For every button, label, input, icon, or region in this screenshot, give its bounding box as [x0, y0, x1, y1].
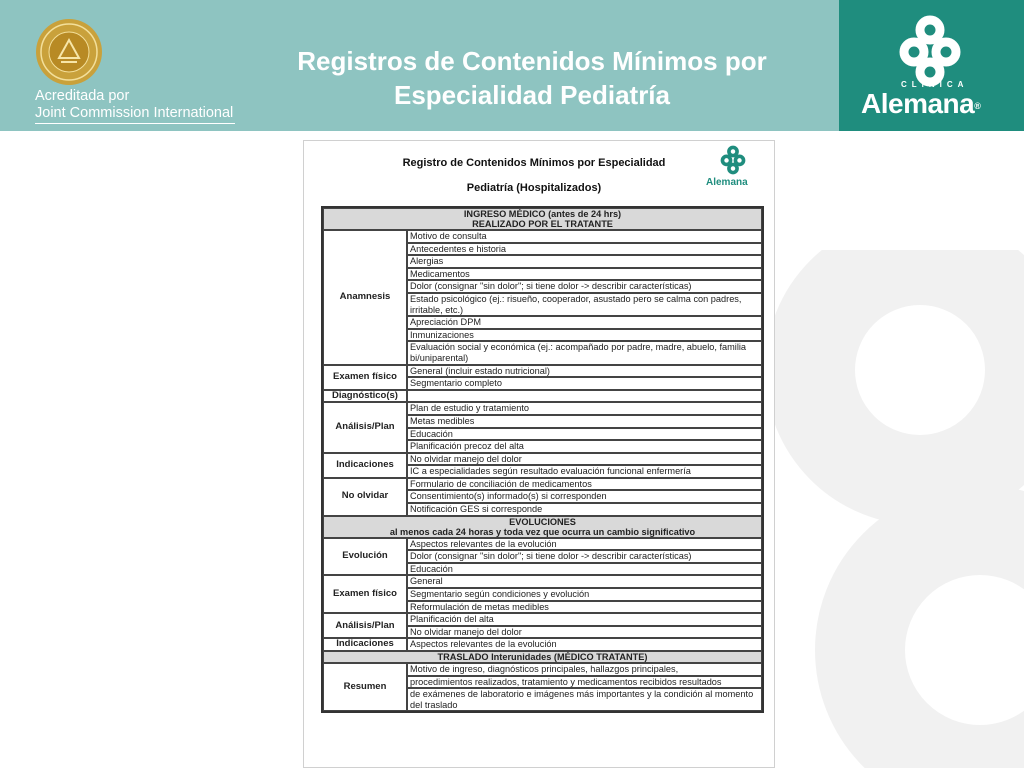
item-cell: Antecedentes e historia	[407, 243, 762, 256]
item-cell: Educación	[407, 428, 762, 441]
item-cell: de exámenes de laboratorio e imágenes más importantes y la condición al momento del traslado	[407, 688, 762, 711]
item-cell: General (incluir estado nutricional)	[407, 365, 762, 378]
item-cell: Notificación GES si corresponde	[407, 503, 762, 516]
item-cell: Planificación precoz del alta	[407, 440, 762, 453]
table-row	[323, 365, 762, 378]
section-heading-row	[323, 651, 762, 663]
table-row	[323, 402, 762, 415]
section-heading-row	[323, 516, 762, 538]
document-image	[303, 140, 775, 768]
category-cell: Anamnesis	[323, 230, 407, 365]
item-cell: Medicamentos	[407, 268, 762, 281]
item-cell: Educación	[407, 563, 762, 576]
clinica-alemana-logo-icon	[894, 14, 966, 88]
category-cell: Análisis/Plan	[323, 613, 407, 638]
category-cell: No olvidar	[323, 478, 407, 516]
document-title: Registro de Contenidos Mínimos por Especialidad	[402, 157, 666, 169]
table-row	[323, 478, 762, 491]
item-cell: No olvidar manejo del dolor	[407, 626, 762, 639]
jci-gold-seal-icon	[35, 18, 103, 86]
slide-title-line-2: Especialidad Pediatría	[393, 80, 670, 110]
brand-small-text: CLINICA	[901, 80, 969, 89]
item-cell: Consentimiento(s) informado(s) si corresponden	[407, 490, 762, 503]
table-row	[323, 663, 762, 676]
slide-title	[240, 44, 824, 112]
table-row	[323, 638, 762, 651]
accreditation-line-2: Joint Commission International	[35, 105, 235, 124]
section-heading	[323, 516, 762, 538]
category-cell: Examen físico	[323, 575, 407, 613]
category-cell: Indicaciones	[323, 453, 407, 478]
table-row	[323, 613, 762, 626]
item-cell: General	[407, 575, 762, 588]
item-cell: Planificación del alta	[407, 613, 762, 626]
table-row	[323, 390, 762, 403]
item-cell: Aspectos relevantes de la evolución	[407, 538, 762, 551]
item-cell: Aspectos relevantes de la evolución	[407, 638, 762, 651]
registered-mark: ®	[974, 101, 981, 111]
item-cell: Motivo de consulta	[407, 230, 762, 243]
item-cell: IC a especialidades según resultado evaluación funcional enfermería	[407, 465, 762, 478]
slide-title-line-1: Registros de Contenidos Mínimos por	[297, 46, 767, 76]
document-logo-icon	[718, 145, 748, 175]
brand-name	[861, 88, 1021, 120]
section-heading	[323, 208, 762, 230]
accreditation-text	[35, 88, 235, 124]
item-cell: Segmentario según condiciones y evolución	[407, 588, 762, 601]
section-heading-line: TRASLADO Interunidades (MÉDICO TRATANTE)	[437, 652, 648, 662]
section-heading-line: INGRESO MÉDICO (antes de 24 hrs)	[463, 209, 622, 219]
item-cell: Dolor (consignar "sin dolor"; si tiene dolor -> describir características)	[407, 550, 762, 563]
table-row	[323, 538, 762, 551]
background-logo-watermark	[770, 250, 1024, 768]
item-cell: No olvidar manejo del dolor	[407, 453, 762, 466]
item-cell: Inmunizaciones	[407, 329, 762, 342]
item-cell: Segmentario completo	[407, 377, 762, 390]
brand-name-text: Alemana	[861, 88, 975, 119]
item-cell: Estado psicológico (ej.: risueño, cooperador, asustado pero se calma con padres, irritable, etc.)	[407, 293, 762, 316]
table-row	[323, 575, 762, 588]
section-heading-row	[323, 208, 762, 230]
category-cell: Resumen	[323, 663, 407, 711]
section-heading-line: EVOLUCIONES	[509, 516, 576, 527]
item-cell: Apreciación DPM	[407, 316, 762, 329]
minimum-content-table	[321, 206, 764, 713]
item-cell: Evaluación social y económica (ej.: acompañado por padre, madre, abuelo, familia bi/uniparental)	[407, 341, 762, 364]
slide-header	[0, 0, 1024, 131]
item-cell: Dolor (consignar "sin dolor"; si tiene dolor -> describir características)	[407, 280, 762, 293]
item-cell: Metas medibles	[407, 415, 762, 428]
category-cell: Análisis/Plan	[323, 402, 407, 452]
table-row	[323, 230, 762, 243]
category-cell: Indicaciones	[323, 638, 407, 651]
accreditation-line-1: Acreditada por	[35, 88, 130, 104]
document-logo-text: Alemana	[706, 177, 748, 188]
category-cell: Examen físico	[323, 365, 407, 390]
item-cell: Formulario de conciliación de medicamentos	[407, 478, 762, 491]
item-cell: Plan de estudio y tratamiento	[407, 402, 762, 415]
section-heading	[323, 651, 762, 663]
category-cell: Evolución	[323, 538, 407, 576]
document-subtitle: Pediatría (Hospitalizados)	[466, 182, 602, 194]
brand-logo-block	[839, 0, 1024, 131]
item-cell: procedimientos realizados, tratamiento y medicamentos recibidos resultados	[407, 676, 762, 689]
section-heading-line: al menos cada 24 horas y toda vez que ocurra un cambio significativo	[389, 526, 696, 537]
item-cell	[407, 390, 762, 403]
section-heading-line: REALIZADO POR EL TRATANTE	[472, 219, 613, 229]
item-cell: Alergias	[407, 255, 762, 268]
item-cell: Motivo de ingreso, diagnósticos principales, hallazgos principales,	[407, 663, 762, 676]
table-row	[323, 453, 762, 466]
category-cell: Diagnóstico(s)	[323, 390, 407, 403]
item-cell: Reformulación de metas medibles	[407, 601, 762, 614]
